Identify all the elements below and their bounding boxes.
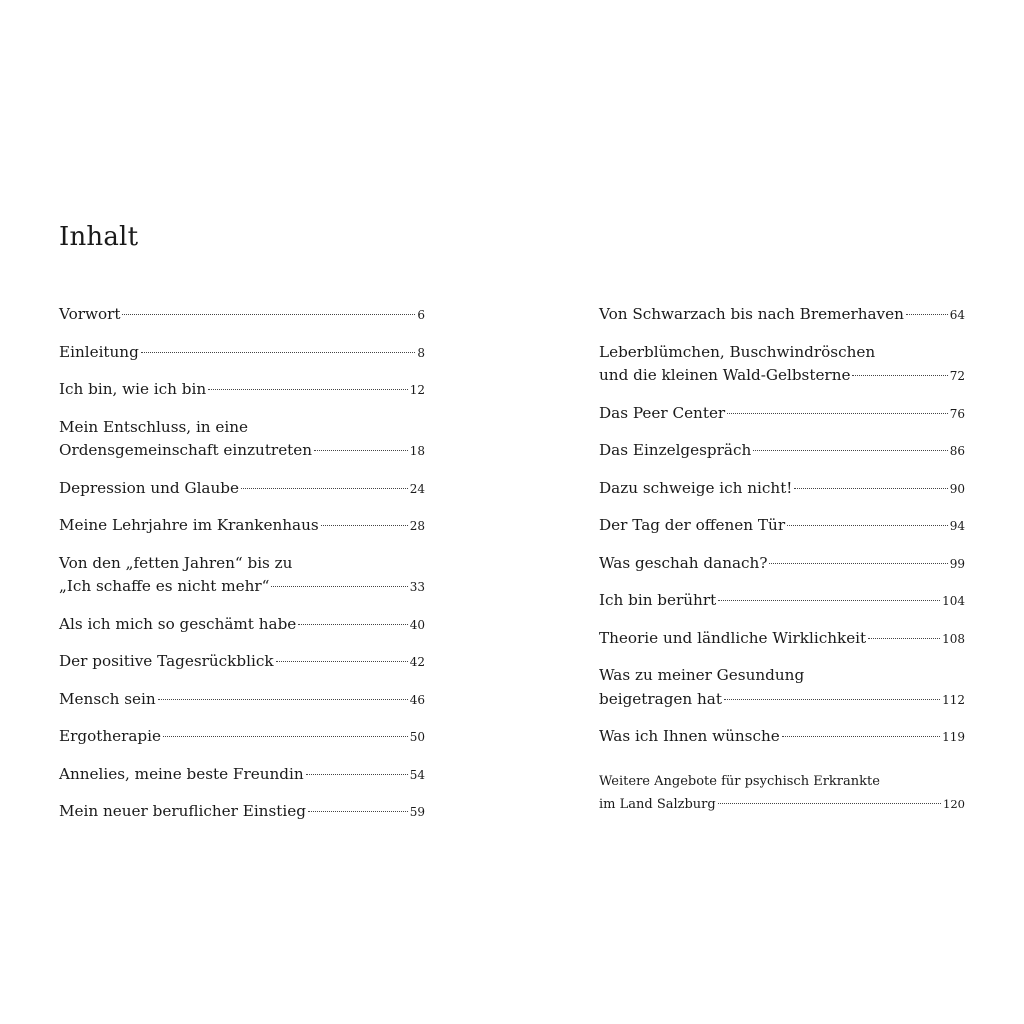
toc-entry	[59, 650, 425, 675]
toc-page-number: 108	[942, 631, 965, 646]
toc-entry	[599, 402, 965, 427]
toc-entry-title-line: Von Schwarzach bis nach Bremerhaven	[599, 305, 904, 323]
dot-leader	[298, 624, 407, 625]
toc-page-number: 40	[409, 617, 425, 632]
toc-entry-title-line: Was geschah danach?	[599, 553, 768, 572]
toc-entry	[599, 303, 965, 328]
toc-entry-row	[599, 589, 965, 614]
dot-leader	[782, 736, 940, 737]
dot-leader	[727, 413, 948, 414]
toc-entry-row	[599, 477, 965, 502]
dot-leader	[769, 563, 947, 564]
toc-entry	[599, 514, 965, 539]
toc-entry-title-line: Als ich mich so geschämt habe	[59, 614, 297, 633]
toc-entry-row	[59, 650, 425, 675]
toc-entry-title-line: Das Einzelgespräch	[599, 441, 752, 459]
toc-entry-title-line: Meine Lehrjahre im Krankenhaus	[59, 516, 319, 534]
toc-page-number: 28	[409, 519, 425, 533]
toc-page-number: 94	[949, 519, 965, 533]
dot-leader	[794, 488, 947, 489]
toc-entry-row	[599, 402, 965, 427]
dot-leader	[321, 525, 408, 526]
toc-page-number: 104	[942, 594, 965, 608]
toc-entry	[599, 725, 965, 750]
toc-entry	[59, 688, 425, 713]
toc-entry-title-line: Ich bin berührt	[599, 591, 717, 609]
toc-entry-title-line: Ich bin, wie ich bin	[59, 380, 207, 398]
toc-entry-title-line: Theorie und ländliche Wirklichkeit	[599, 628, 867, 647]
toc-page-number: 72	[949, 369, 965, 383]
toc-left-column	[59, 303, 425, 838]
toc-entry-title-line: Mein neuer beruflicher Einstieg	[59, 802, 306, 820]
dot-leader	[718, 600, 940, 601]
toc-entry-title-line: Ergotherapie	[59, 727, 161, 745]
toc-page-number: 59	[409, 805, 425, 819]
toc-entry	[599, 477, 965, 502]
toc-entry	[599, 589, 965, 614]
toc-entry-row	[599, 364, 965, 389]
toc-entry	[59, 303, 425, 328]
toc-page-number: 90	[949, 481, 965, 496]
toc-entry	[599, 664, 965, 712]
toc-entry	[59, 378, 425, 403]
toc-entry	[59, 477, 425, 502]
toc-entry	[59, 552, 425, 600]
dot-leader	[718, 803, 941, 804]
toc-entry-title-line: „Ich schaffe es nicht mehr“	[59, 577, 270, 595]
toc-entry-title-line: Was zu meiner Gesundung	[599, 666, 805, 684]
toc-entry-title-line: Vorwort	[59, 305, 121, 323]
toc-entry-title-line: Mensch sein	[59, 689, 156, 708]
toc-page-number: 120	[943, 796, 965, 811]
dot-leader	[868, 638, 940, 639]
toc-entry-row	[599, 793, 965, 816]
toc-entry-title-line: Einleitung	[59, 342, 139, 361]
toc-entry-row	[59, 613, 425, 638]
toc-entry-row	[599, 514, 965, 539]
dot-leader	[122, 314, 415, 315]
toc-entry-row	[599, 439, 965, 464]
toc-entry-row	[59, 341, 425, 366]
toc-entry-title-line: beigetragen hat	[599, 689, 722, 708]
toc-entry-title-line: Annelies, meine beste Freundin	[59, 764, 304, 783]
toc-entry-title-line: Dazu schweige ich nicht!	[599, 478, 793, 497]
toc-entry-row	[59, 800, 425, 825]
toc-entry-title-line: Von den „fetten Jahren“ bis zu	[59, 553, 293, 572]
dot-leader	[308, 811, 408, 812]
dot-leader	[163, 736, 408, 737]
toc-entry-row	[599, 725, 965, 750]
toc-entry-row	[599, 303, 965, 328]
toc-entry-row	[599, 552, 965, 577]
toc-entry	[599, 341, 965, 389]
toc-entry-row	[599, 688, 965, 713]
toc-entry-title-line: Der positive Tagesrückblick	[59, 652, 274, 670]
dot-leader	[753, 450, 947, 451]
toc-entry-row	[59, 378, 425, 403]
dot-leader	[241, 488, 408, 489]
toc-page-number: 18	[409, 444, 425, 458]
dot-leader	[141, 352, 416, 353]
toc-entry-row	[59, 439, 425, 464]
toc-entry	[59, 416, 425, 464]
toc-entry-row	[59, 303, 425, 328]
toc-page-number: 54	[409, 767, 425, 782]
dot-leader	[306, 774, 408, 775]
toc-entry-row	[59, 763, 425, 788]
toc-entry	[59, 800, 425, 825]
toc-page-number: 50	[409, 730, 425, 744]
toc-page-number: 12	[409, 383, 425, 397]
toc-entry-row	[599, 627, 965, 652]
dot-leader	[852, 375, 947, 376]
toc-entry-title-line: Depression und Glaube	[59, 478, 239, 497]
toc-entry-row	[59, 688, 425, 713]
toc-entry	[599, 552, 965, 577]
toc-right-column	[599, 303, 965, 829]
toc-page-number: 86	[949, 444, 965, 458]
toc-entry	[599, 439, 965, 464]
toc-page-number: 76	[949, 406, 965, 421]
toc-entry-title-line: Leberblümchen, Buschwindröschen	[599, 342, 876, 361]
page-title: Inhalt	[59, 222, 139, 253]
toc-entry-title-line: Mein Entschluss, in eine	[59, 417, 249, 436]
toc-entry-title-line: und die kleinen Wald-Gelbsterne	[599, 366, 851, 384]
toc-page-number: 64	[949, 308, 965, 322]
dot-leader	[276, 661, 408, 662]
toc-entry-row	[59, 514, 425, 539]
dot-leader	[787, 525, 948, 526]
toc-entry	[59, 725, 425, 750]
toc-entry-row	[59, 575, 425, 600]
dot-leader	[271, 586, 407, 587]
dot-leader	[208, 389, 408, 390]
dot-leader	[906, 314, 948, 315]
toc-entry	[59, 514, 425, 539]
toc-entry-title-line: Ordensgemeinschaft einzutreten	[59, 441, 313, 459]
toc-entry-title-line: Was ich Ihnen wünsche	[599, 727, 780, 745]
toc-entry-title-line: Das Peer Center	[599, 403, 726, 422]
toc-page-number: 99	[949, 556, 965, 571]
toc-page-number: 46	[409, 692, 425, 707]
toc-appendix-entry	[599, 770, 965, 816]
toc-entry	[59, 613, 425, 638]
dot-leader	[158, 699, 408, 700]
toc-entry-title-line: Weitere Angebote für psychisch Erkrankte	[599, 773, 880, 789]
toc-page-number: 33	[409, 580, 425, 594]
dot-leader	[314, 450, 408, 451]
toc-entry	[59, 763, 425, 788]
toc-entry	[599, 627, 965, 652]
toc-page-number: 112	[942, 692, 965, 707]
toc-entry	[59, 341, 425, 366]
toc-entry-row	[59, 477, 425, 502]
toc-entry-row	[59, 725, 425, 750]
toc-entry-title-line: im Land Salzburg	[599, 796, 716, 812]
toc-page-number: 24	[409, 481, 425, 496]
toc-page-number: 6	[417, 308, 425, 322]
toc-page-number: 8	[417, 345, 425, 360]
toc-page-number: 119	[942, 730, 965, 744]
toc-entry-title-line: Der Tag der offenen Tür	[599, 516, 786, 534]
toc-page-number: 42	[409, 655, 425, 669]
dot-leader	[724, 699, 940, 700]
